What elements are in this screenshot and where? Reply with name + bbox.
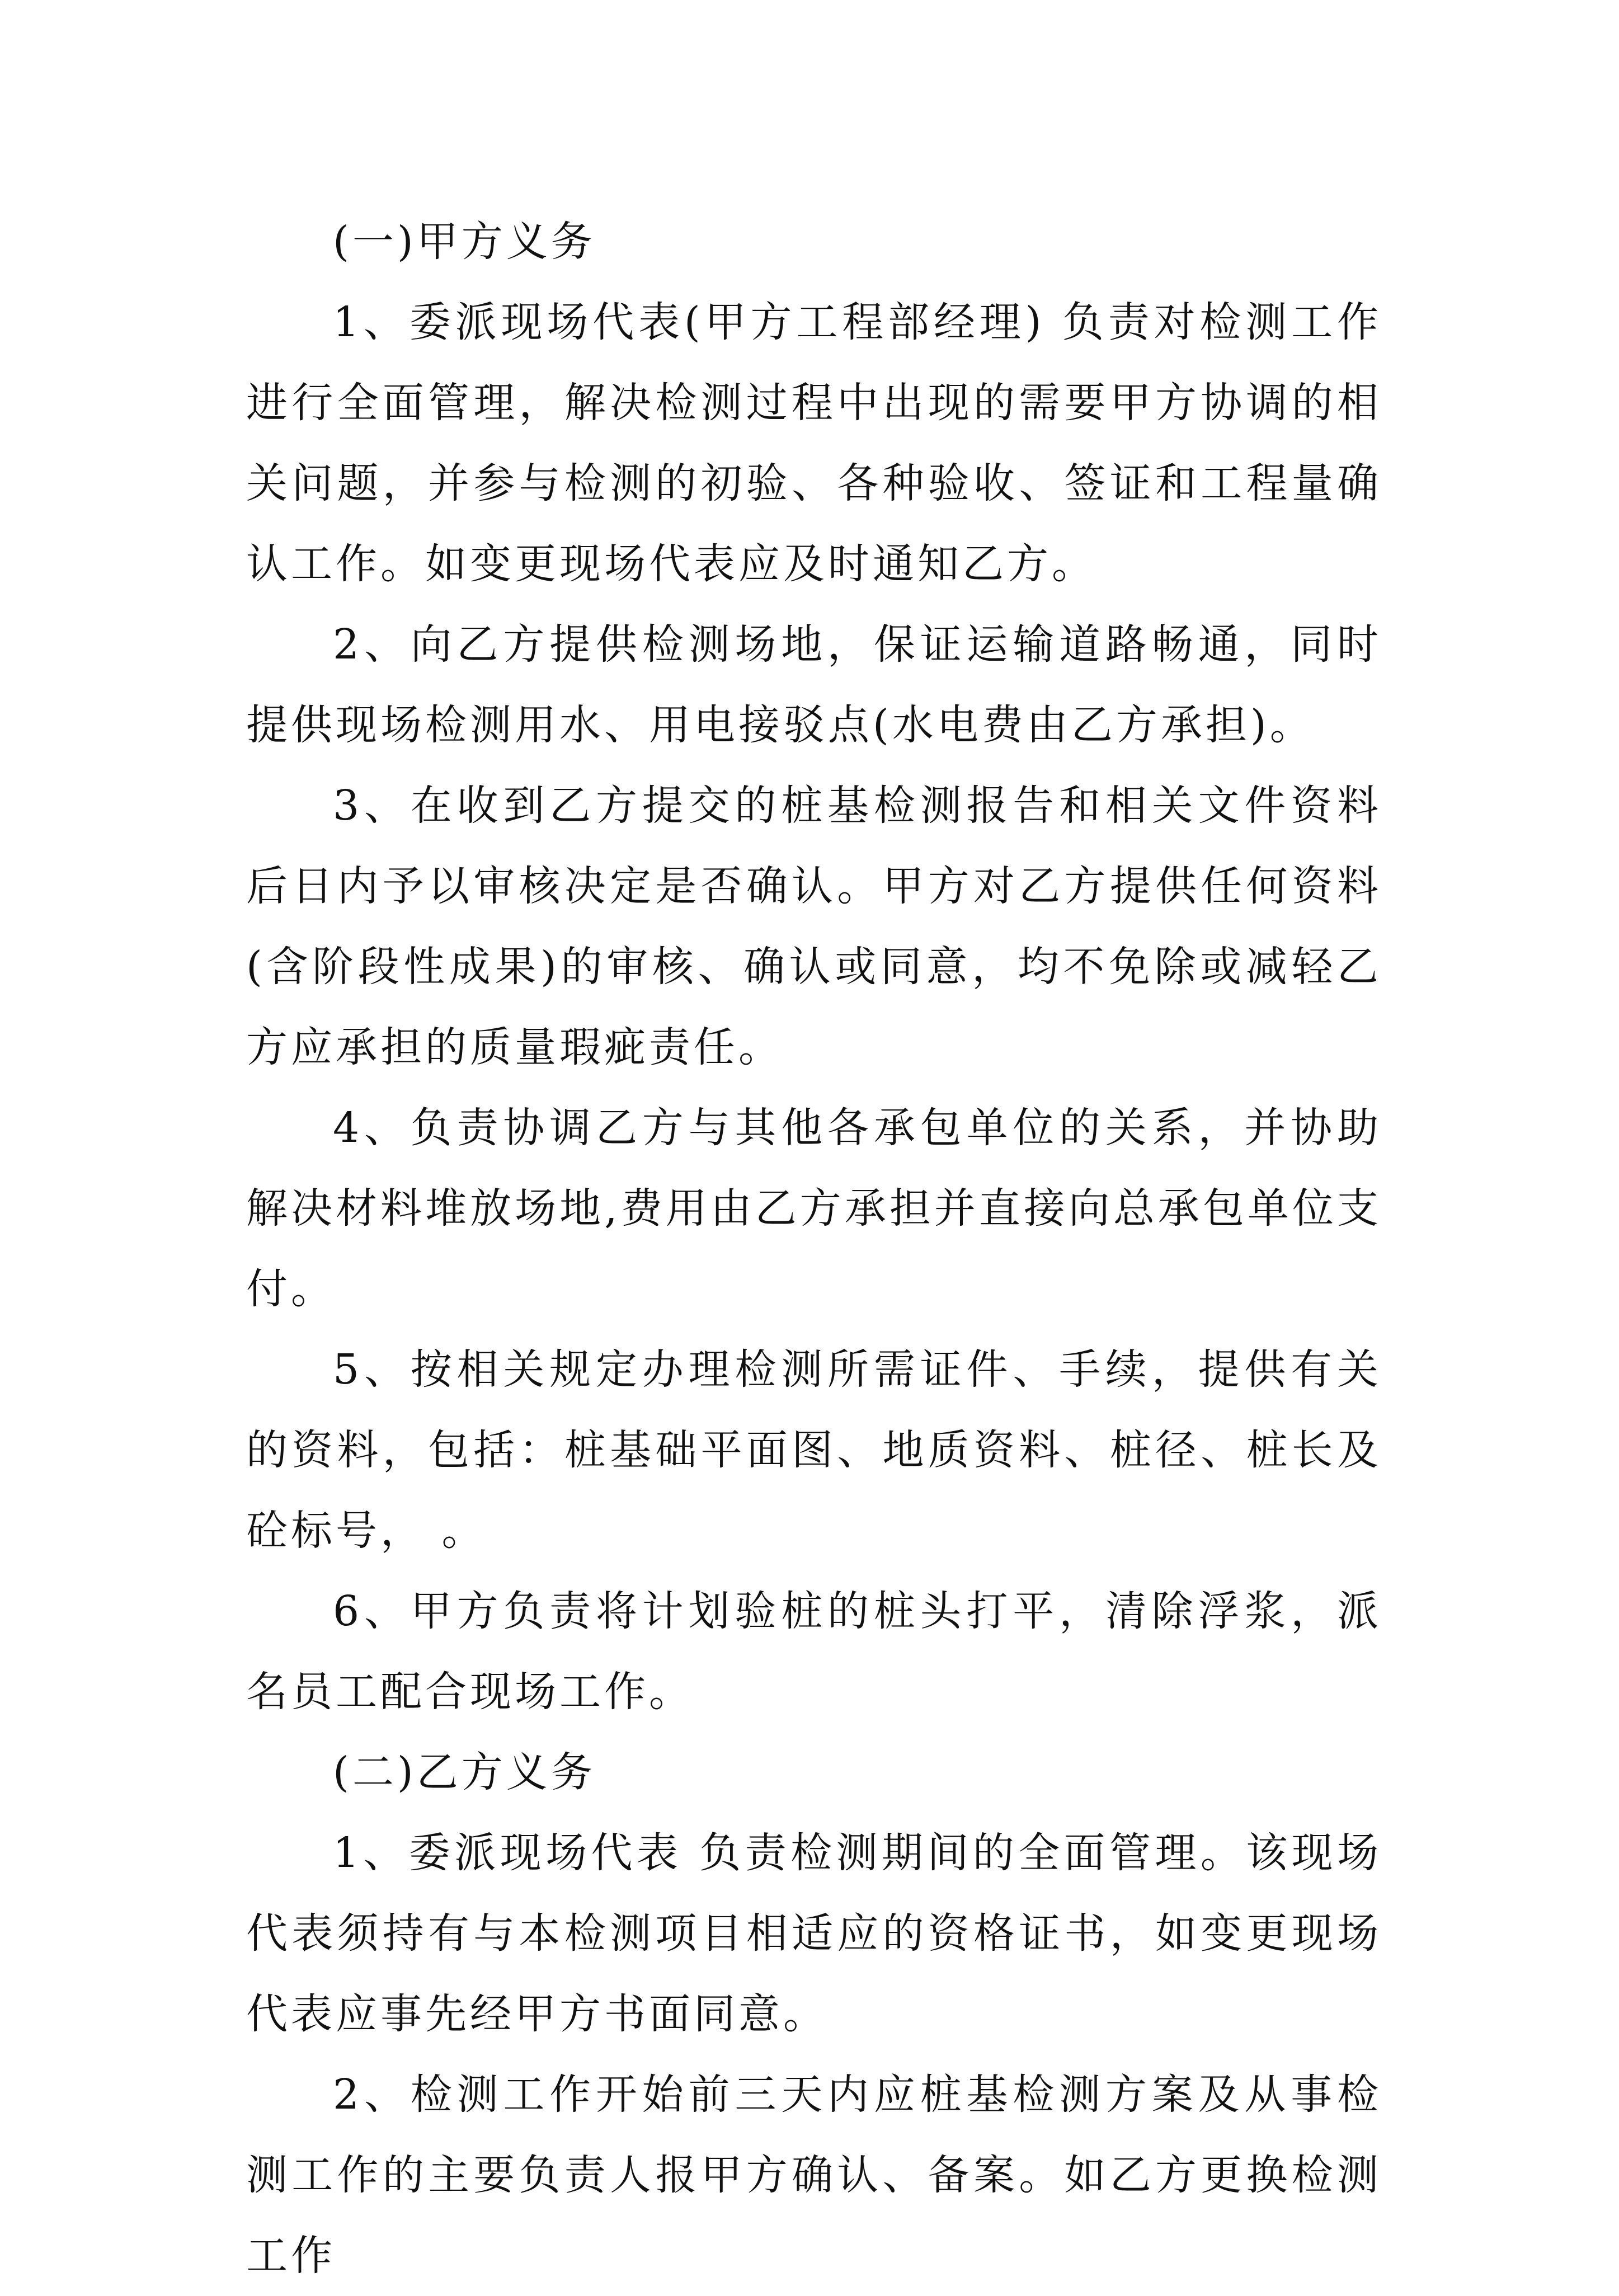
paragraph-b1: 1、委派现场代表 负责检测期间的全面管理。该现场代表须持有与本检测项目相适应的资格证书，如变更现场代表应事先经甲方书面同意。 — [246, 1829, 1382, 2038]
paragraph-a5: 5、按相关规定办理检测所需证件、手续，提供有关的资料，包括：桩基础平面图、地质资料、桩径、桩长及砼标号， 。 — [246, 1345, 1382, 1555]
paragraph-a4: 4、负责协调乙方与其他各承包单位的关系，并协助解决材料堆放场地,费用由乙方承担并直接向总承包单位支付。 — [246, 1104, 1382, 1313]
document-page — [246, 201, 1382, 2296]
paragraph-b2: 2、检测工作开始前三天内应桩基检测方案及从事检测工作的主要负责人报甲方确认、备案。如乙方更换检测工作 — [246, 2071, 1382, 2280]
section-heading-party-a-obligations: (一)甲方义务 — [333, 218, 596, 266]
paragraph-a6: 6、甲方负责将计划验桩的桩头打平，清除浮浆，派 名员工配合现场工作。 — [246, 1587, 1382, 1716]
section-heading-party-b-obligations: (二)乙方义务 — [333, 1748, 596, 1796]
paragraph-a2: 2、向乙方提供检测场地，保证运输道路畅通，同时提供现场检测用水、用电接驳点(水电费由乙方承担)。 — [246, 620, 1382, 749]
paragraph-a3: 3、在收到乙方提交的桩基检测报告和相关文件资料后日内予以审核决定是否确认。甲方对乙方提供任何资料(含阶段性成果)的审核、确认或同意，均不免除或减轻乙方应承担的质量瑕疵责任。 — [246, 782, 1382, 1071]
paragraph-a1: 1、委派现场代表(甲方工程部经理) 负责对检测工作进行全面管理，解决检测过程中出现的需要甲方协调的相关问题，并参与检测的初验、各种验收、签证和工程量确认工作。如变更现场代表应及时通知乙方。 — [246, 298, 1382, 588]
